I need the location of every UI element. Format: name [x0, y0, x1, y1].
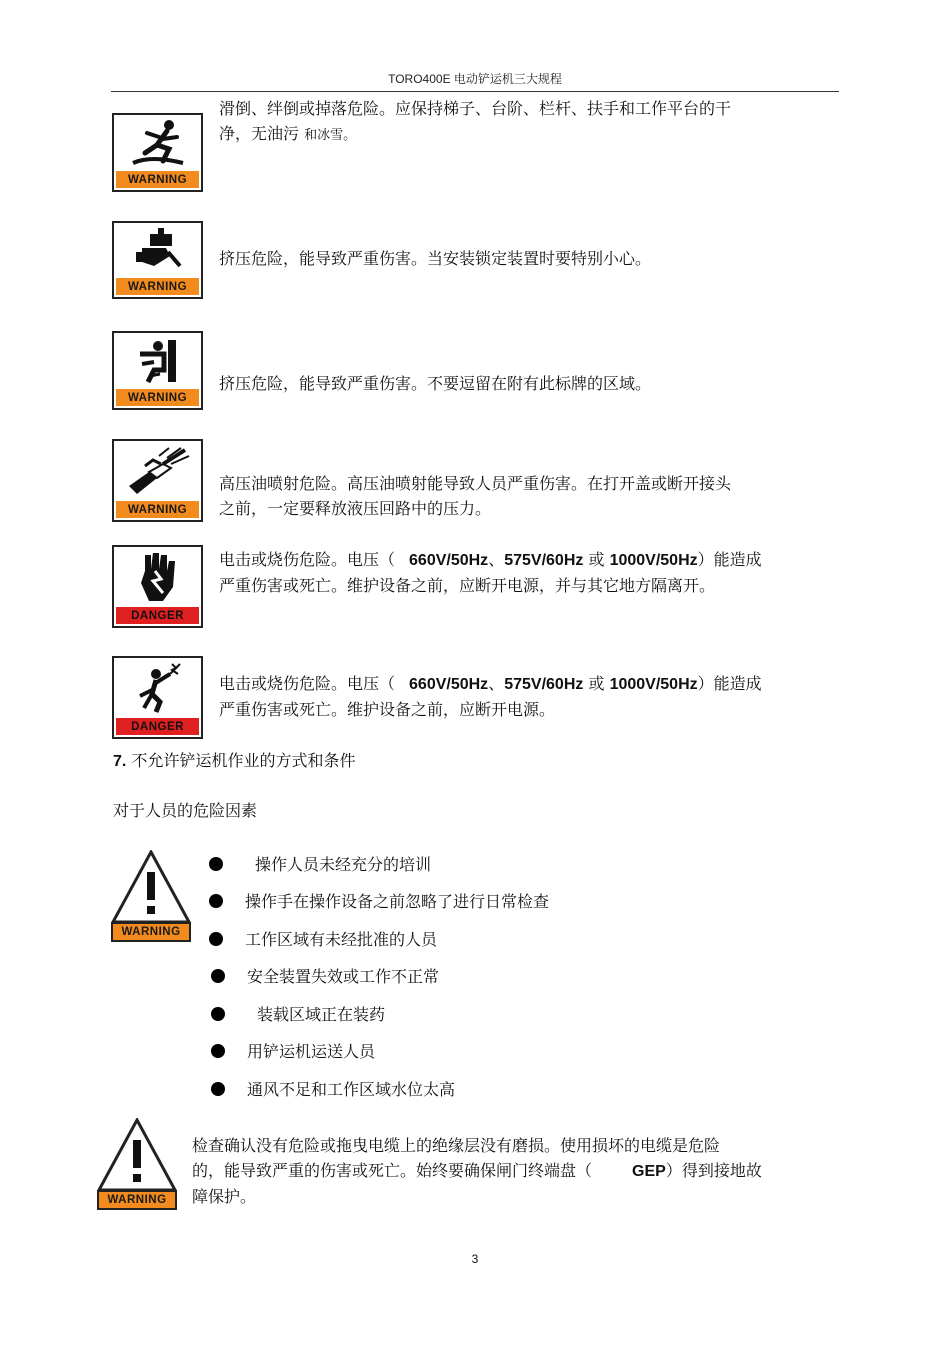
list-item: 安全装置失效或工作不正常	[211, 964, 439, 987]
sign-line: 净，无油污 和冰雪。	[219, 124, 357, 143]
sign-text-electric-shock	[219, 547, 762, 598]
bullet-icon	[211, 1082, 225, 1096]
sign-line: 挤压危险，能导致严重伤害。不要逗留在附有此标牌的区域。	[219, 374, 652, 393]
sign-line: 电击或烧伤危险。电压（ 660V/50Hz、575V/60Hz 或 1000V/50Hz）能造成	[219, 674, 762, 693]
list-item: 操作手在操作设备之前忽略了进行日常检查	[209, 889, 549, 912]
list-item: 装载区域正在装药	[211, 1002, 385, 1025]
sign-line: 障保护。	[192, 1187, 257, 1206]
sign-line: 高压油喷射危险。高压油喷射能导致人员严重伤害。在打开盖或断开接头	[219, 474, 732, 493]
sign-band: DANGER	[116, 607, 199, 624]
sign-band: WARNING	[97, 1190, 177, 1210]
sign-text-fluid-injection	[219, 471, 731, 521]
fluid-injection-icon	[123, 444, 193, 498]
sign-text-electrocution	[219, 671, 762, 722]
warning-triangle-sign-cable	[97, 1118, 177, 1210]
sign-line: 的，能导致严重的伤害或死亡。始终要确保闸门终端盘（ GEP）得到接地故	[192, 1161, 762, 1180]
sign-line: 滑倒、绊倒或掉落危险。应保持梯子、台阶、栏杆、扶手和工作平台的干	[219, 99, 732, 118]
list-item: 通风不足和工作区域水位太高	[211, 1077, 455, 1100]
section-subheading: 对于人员的危险因素	[113, 801, 258, 820]
sign-line: 严重伤害或死亡。维护设备之前，应断开电源。	[219, 700, 556, 719]
list-item: 工作区域有未经批准的人员	[209, 927, 437, 950]
bullet-icon	[209, 932, 223, 946]
sign-band: WARNING	[111, 922, 191, 942]
warning-sign-fluid-injection	[112, 439, 203, 522]
section-heading: 7. 不允许铲运机作业的方式和条件	[113, 751, 356, 770]
bullet-icon	[211, 969, 225, 983]
sign-line: 挤压危险，能导致严重伤害。当安装锁定装置时要特别小心。	[219, 249, 652, 268]
crush-hand-icon	[128, 226, 188, 274]
running-header: TORO400E 电动铲运机三大规程	[388, 72, 562, 86]
slip-fall-icon	[123, 117, 193, 169]
exclamation-triangle-icon	[111, 850, 191, 926]
list-item: 操作人员未经充分的培训	[209, 852, 431, 875]
sign-text-crush-body	[219, 371, 651, 396]
warning-sign-slip	[112, 113, 203, 192]
warning-sign-crush-body	[112, 331, 203, 410]
danger-sign-electric-shock	[112, 545, 203, 628]
sign-band: WARNING	[116, 171, 199, 188]
sign-line: 检查确认没有危险或拖曳电缆上的绝缘层没有磨损。使用损坏的电缆是危险	[192, 1136, 721, 1155]
page-number: 3	[471, 1252, 479, 1266]
crush-body-icon	[130, 336, 186, 386]
sign-band: WARNING	[116, 278, 199, 295]
sign-line: 之前，一定要释放液压回路中的压力。	[219, 499, 492, 518]
list-item: 用铲运机运送人员	[211, 1039, 375, 1062]
sign-band: WARNING	[116, 389, 199, 406]
electric-shock-hand-icon	[133, 549, 183, 605]
exclamation-triangle-icon	[97, 1118, 177, 1194]
electrocution-person-icon	[130, 660, 186, 716]
sign-line: 严重伤害或死亡。维护设备之前，应断开电源，并与其它地方隔离开。	[219, 576, 716, 595]
sign-band: WARNING	[116, 501, 199, 518]
bullet-icon	[211, 1007, 225, 1021]
bullet-icon	[209, 857, 223, 871]
sign-band: DANGER	[116, 718, 199, 735]
bullet-icon	[211, 1044, 225, 1058]
sign-text-crush-hand	[219, 246, 651, 271]
danger-sign-electrocution	[112, 656, 203, 739]
cable-warning-text	[192, 1133, 762, 1209]
warning-triangle-sign	[111, 850, 191, 942]
header-rule	[111, 91, 839, 92]
sign-text-slip	[219, 96, 731, 148]
sign-line: 电击或烧伤危险。电压（ 660V/50Hz、575V/60Hz 或 1000V/50Hz）能造成	[219, 550, 762, 569]
warning-sign-crush-hand	[112, 221, 203, 299]
bullet-icon	[209, 894, 223, 908]
